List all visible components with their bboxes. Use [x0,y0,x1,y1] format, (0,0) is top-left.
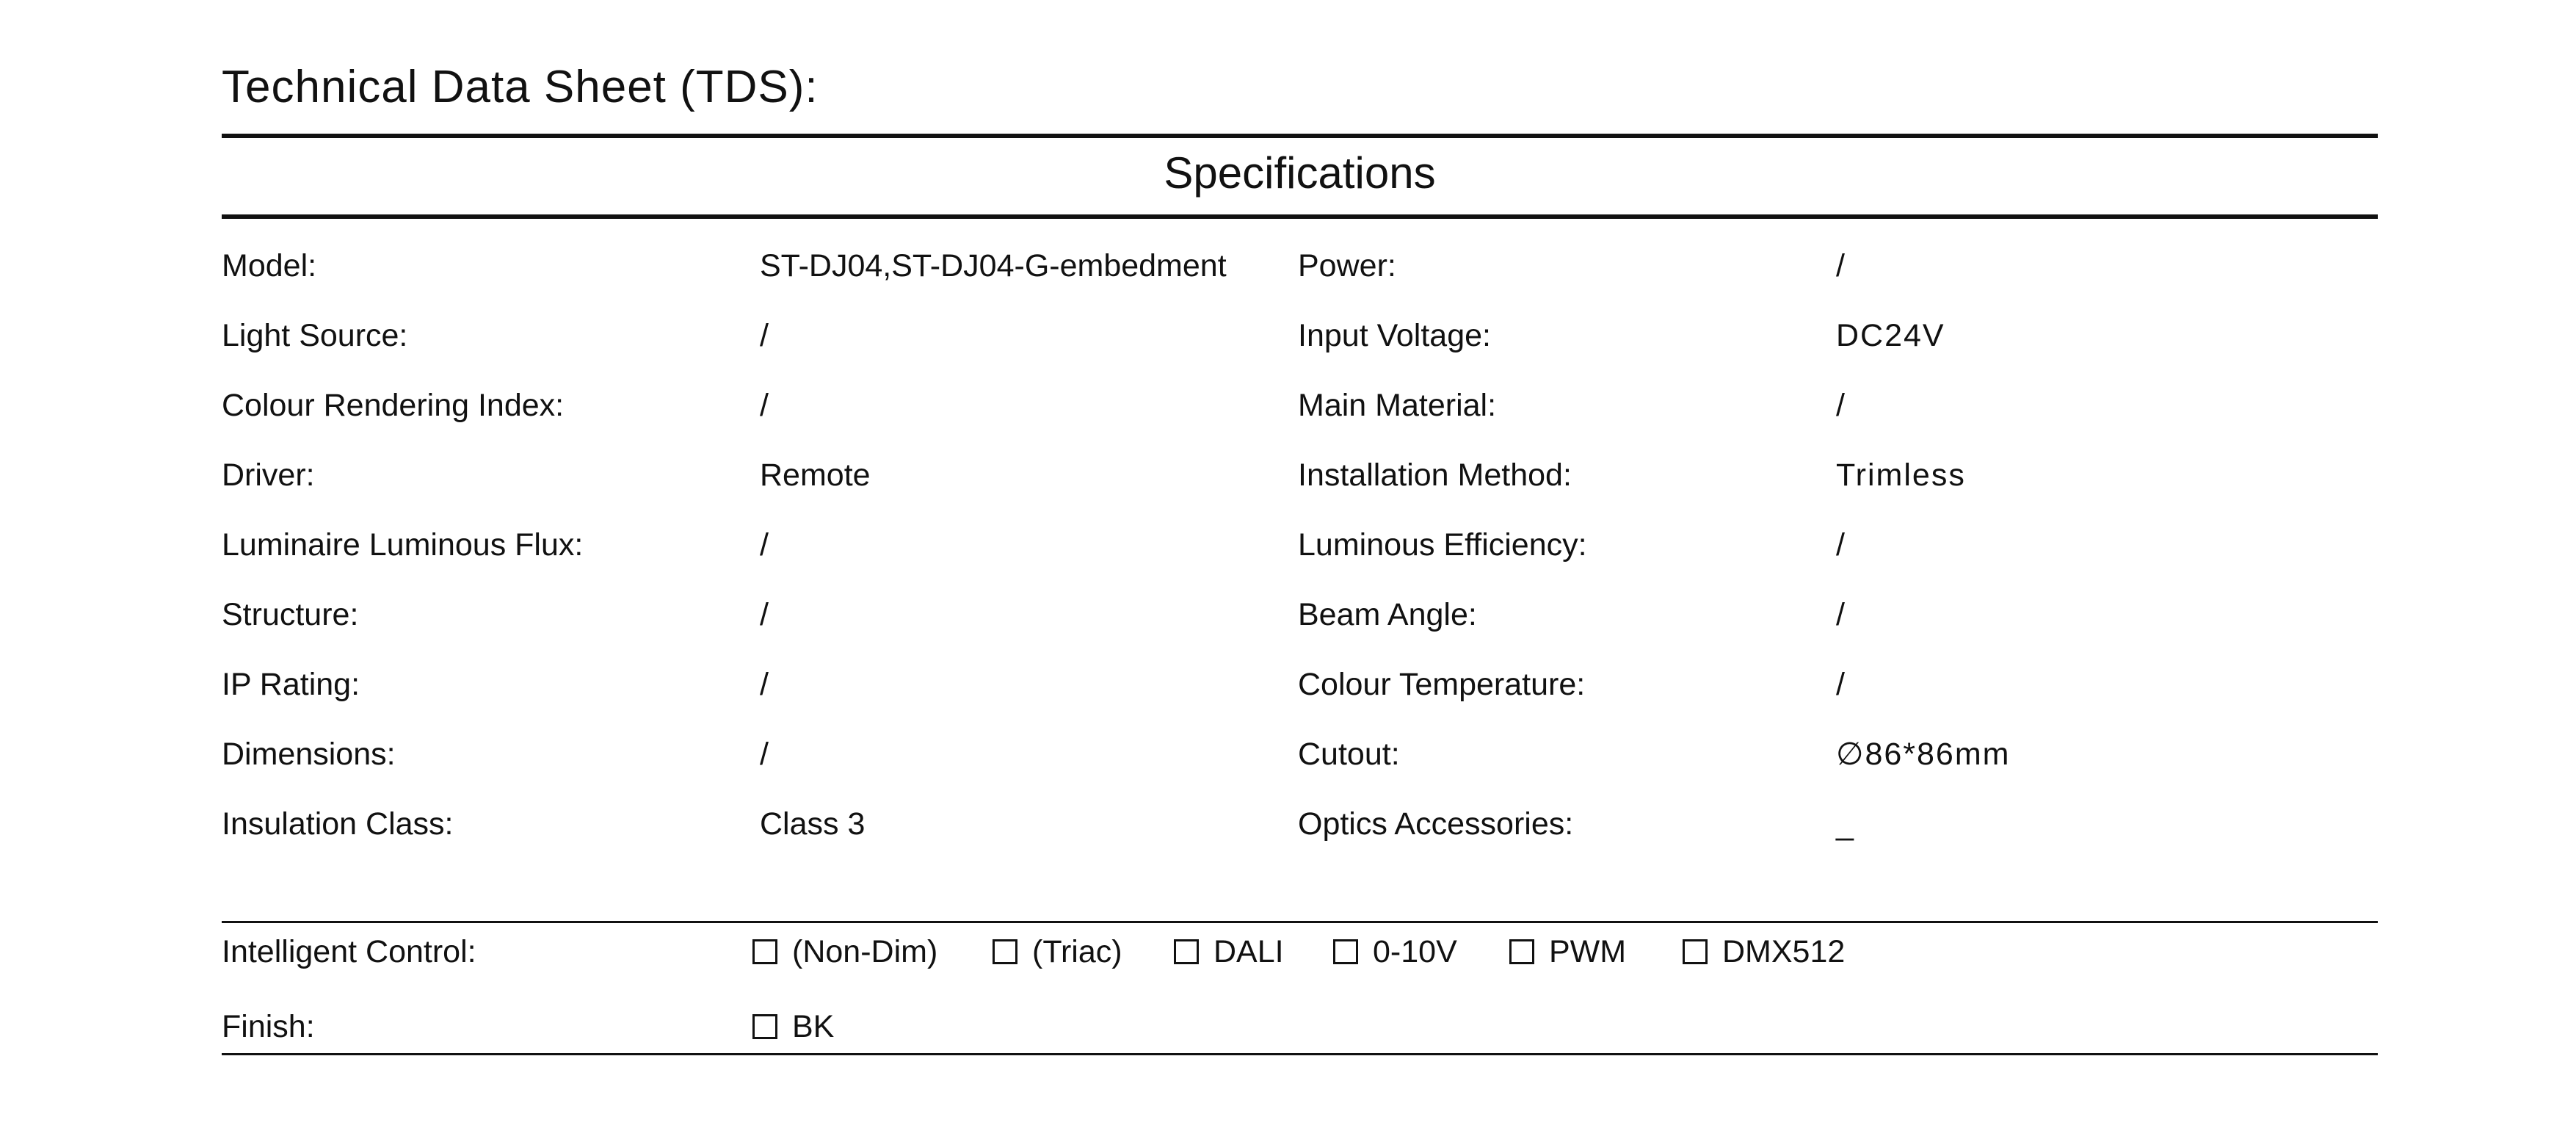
control-option-0-10v[interactable] [1333,930,1457,974]
spec-value: / [760,318,769,353]
control-option-label: DMX512 [1722,933,1846,969]
spec-value: Trimless [1836,458,1966,493]
control-option-pwm[interactable] [1509,930,1626,974]
spec-value: ST-DJ04,ST-DJ04-G-embedment [760,248,1227,283]
spec-label: Driver: [222,458,315,493]
control-option-triac[interactable] [993,930,1122,974]
spec-label: Colour Temperature: [1298,667,1586,702]
spec-label: Cutout: [1298,737,1400,772]
heading-divider [222,214,2378,219]
spec-value: / [760,737,769,772]
spec-label: Luminaire Luminous Flux: [222,527,584,563]
spec-label: Power: [1298,248,1396,283]
spec-row-driver [0,453,2576,497]
intelligent-control-row [0,930,2576,974]
checkbox[interactable] [1509,939,1534,964]
spec-row-luminous-flux [0,523,2576,567]
spec-label: Dimensions: [222,737,396,772]
spec-row-dimensions [0,732,2576,776]
spec-label: Structure: [222,597,359,632]
spec-value: _ [1836,806,1855,842]
checkbox[interactable] [752,1014,777,1039]
spec-value: Remote [760,458,871,493]
spec-label: IP Rating: [222,667,360,702]
intelligent-control-label: Intelligent Control: [222,934,476,969]
options-top-divider [222,921,2378,923]
checkbox[interactable] [1174,939,1199,964]
spec-label: Colour Rendering Index: [222,388,565,423]
spec-value: ∅86*86mm [1836,737,2011,772]
control-option-label: (Triac) [1032,933,1122,969]
checkbox[interactable] [993,939,1017,964]
page-title: Technical Data Sheet (TDS): [222,62,819,112]
spec-label: Installation Method: [1298,458,1572,493]
control-option-label: (Non-Dim) [792,933,938,969]
spec-row-structure [0,593,2576,637]
control-option-dmx512[interactable] [1683,930,1845,974]
control-option-label: 0-10V [1373,933,1457,969]
spec-label: Optics Accessories: [1298,806,1574,842]
finish-option-label: BK [792,1008,835,1044]
spec-value: / [1836,597,1846,632]
spec-label: Luminous Efficiency: [1298,527,1587,563]
finish-label: Finish: [222,1009,315,1044]
checkbox[interactable] [752,939,777,964]
options-bottom-divider [222,1053,2378,1055]
spec-value: Class 3 [760,806,866,842]
spec-value: / [1836,248,1846,283]
control-option-label: PWM [1549,933,1627,969]
spec-value: / [760,597,769,632]
spec-label: Main Material: [1298,388,1497,423]
spec-row-colour-rendering-index [0,383,2576,427]
checkbox[interactable] [1333,939,1358,964]
finish-option-bk[interactable] [752,1005,834,1049]
spec-value: DC24V [1836,318,1945,353]
control-option-dali[interactable] [1174,930,1284,974]
spec-value: / [1836,527,1846,563]
spec-value: / [1836,667,1846,702]
spec-row-ip-rating [0,662,2576,706]
control-option-non-dim[interactable] [752,930,937,974]
spec-value: / [760,388,769,423]
spec-label: Insulation Class: [222,806,454,842]
finish-row [0,1005,2576,1049]
checkbox[interactable] [1683,939,1708,964]
spec-label: Input Voltage: [1298,318,1491,353]
spec-row-model [0,244,2576,288]
specifications-heading: Specifications [1164,148,1436,198]
spec-label: Beam Angle: [1298,597,1477,632]
control-option-label: DALI [1213,933,1284,969]
spec-row-light-source [0,314,2576,358]
title-divider [222,134,2378,138]
spec-value: / [760,527,769,563]
spec-row-insulation-class [0,802,2576,846]
spec-value: / [760,667,769,702]
spec-value: / [1836,388,1846,423]
spec-label: Light Source: [222,318,408,353]
spec-label: Model: [222,248,317,283]
